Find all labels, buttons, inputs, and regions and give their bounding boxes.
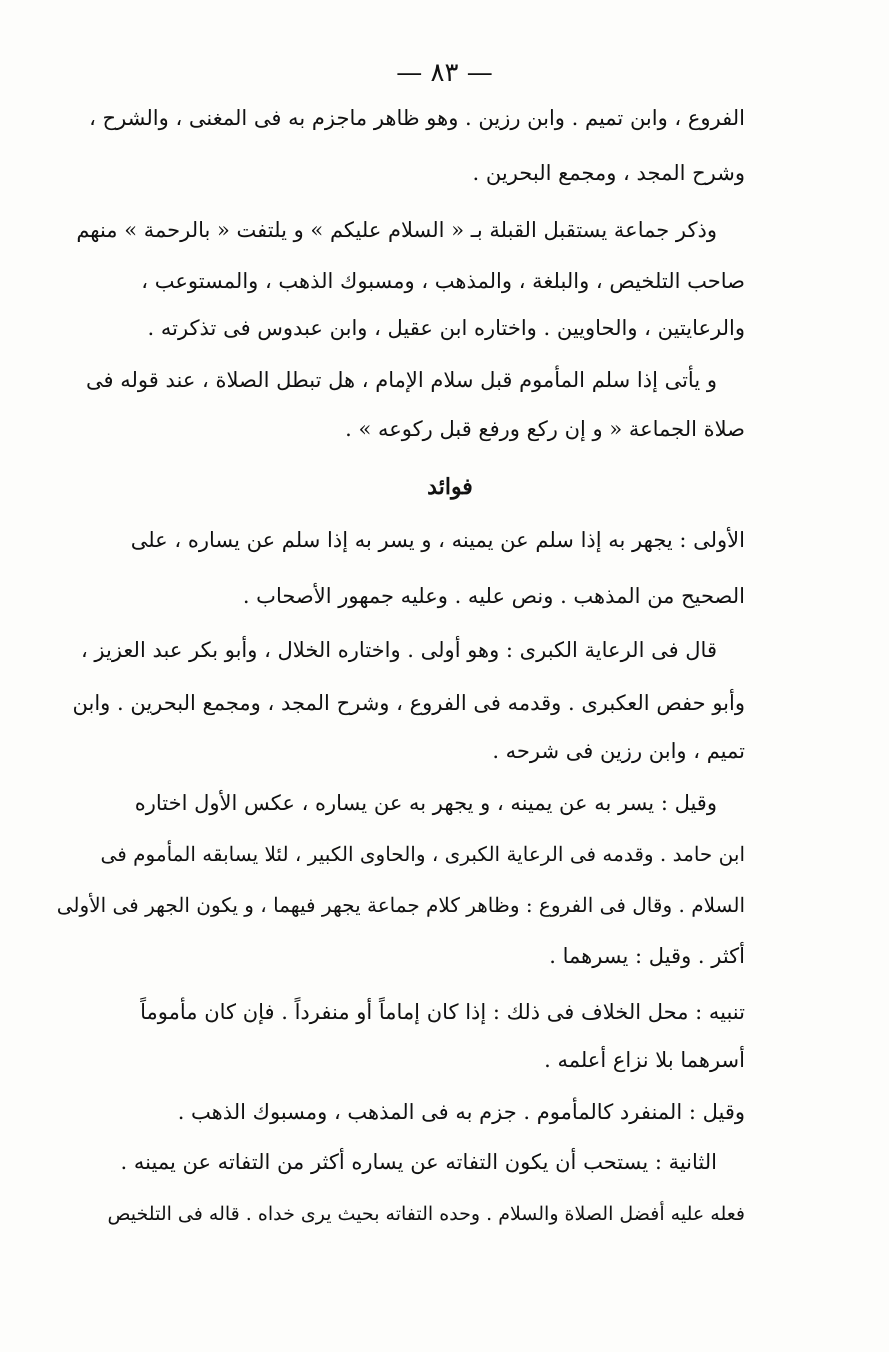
line-text: فوائد	[427, 474, 473, 500]
line-text: وذكر جماعة يستقبل القبلة بـ « السلام عليكم » و يلتفت « بالرحمة » منهم	[76, 218, 717, 242]
text-line	[141, 259, 745, 303]
line-text: تنبيه : محل الخلاف فى ذلك : إذا كان إماماً أو منفرداً . فإن كان مأموماً	[140, 1000, 745, 1024]
text-line	[56, 883, 745, 927]
line-text: الثانية : يستحب أن يكون التفاته عن يساره أكثر من التفاته عن يمينه .	[120, 1150, 717, 1174]
line-text: الفروع ، وابن تميم . وابن رزين . وهو ظاهر ماجزم به فى المغنى ، والشرح ،	[89, 106, 745, 130]
line-text: فعله عليه أفضل الصلاة والسلام . وحده التفاته بحيث يرى خداه . قاله فى التلخيص	[107, 1203, 745, 1225]
line-text: تميم ، وابن رزين فى شرحه .	[492, 739, 745, 763]
line-text: الأولى : يجهر به إذا سلم عن يمينه ، و يسر به إذا سلم عن يساره ، على	[130, 528, 745, 552]
text-line	[130, 518, 745, 562]
text-line	[76, 208, 745, 252]
line-text: وقيل : المنفرد كالمأموم . جزم به فى المذهب ، ومسبوك الذهب .	[177, 1100, 745, 1124]
line-text: و يأتى إذا سلم المأموم قبل سلام الإمام ، هل تبطل الصلاة ، عند قوله فى	[86, 368, 717, 392]
line-text: صاحب التلخيص ، والبلغة ، والمذهب ، ومسبوك الذهب ، والمستوعب ،	[141, 269, 745, 293]
text-line	[120, 1140, 745, 1184]
text-line	[107, 1192, 745, 1236]
section-heading	[155, 465, 745, 509]
line-text: الصحيح من المذهب . ونص عليه . وعليه جمهور الأصحاب .	[242, 584, 745, 608]
text-line	[86, 358, 745, 402]
page-number: — ٨٣ —	[396, 58, 493, 88]
line-text: السلام . وقال فى الفروع : وظاهر كلام جماعة يجهر فيهما ، و يكون الجهر فى الأولى	[56, 893, 745, 917]
line-text: قال فى الرعاية الكبرى : وهو أولى . واختاره الخلال ، وأبو بكر عبد العزيز ،	[80, 638, 717, 662]
line-text: وشرح المجد ، ومجمع البحرين .	[472, 161, 745, 185]
text-line	[100, 832, 745, 876]
line-text: أكثر . وقيل : يسرهما .	[549, 944, 745, 968]
text-line	[80, 628, 745, 672]
line-text: صلاة الجماعة « و إن ركع ورفع قبل ركوعه » .	[345, 417, 745, 441]
text-line	[155, 934, 745, 978]
text-line	[147, 306, 745, 350]
text-line	[155, 1090, 773, 1134]
line-text: أسرهما بلا نزاع أعلمه .	[544, 1048, 745, 1072]
text-line	[155, 407, 745, 451]
text-line	[155, 1038, 745, 1082]
line-text: والرعايتين ، والحاويين . واختاره ابن عقيل ، وابن عبدوس فى تذكرته .	[147, 316, 745, 340]
text-line	[89, 96, 745, 140]
text-line	[140, 990, 745, 1034]
text-line	[72, 681, 745, 725]
line-text: وأبو حفص العكبرى . وقدمه فى الفروع ، وشرح المجد ، ومجمع البحرين . وابن	[72, 691, 745, 715]
text-line	[155, 151, 745, 195]
text-line	[155, 729, 745, 773]
line-text: ابن حامد . وقدمه فى الرعاية الكبرى ، والحاوى الكبير ، لئلا يسابقه المأموم فى	[100, 842, 745, 866]
text-line	[134, 781, 745, 825]
text-line	[155, 574, 745, 618]
line-text: وقيل : يسر به عن يمينه ، و يجهر به عن يساره ، عكس الأول اختاره	[134, 791, 717, 815]
